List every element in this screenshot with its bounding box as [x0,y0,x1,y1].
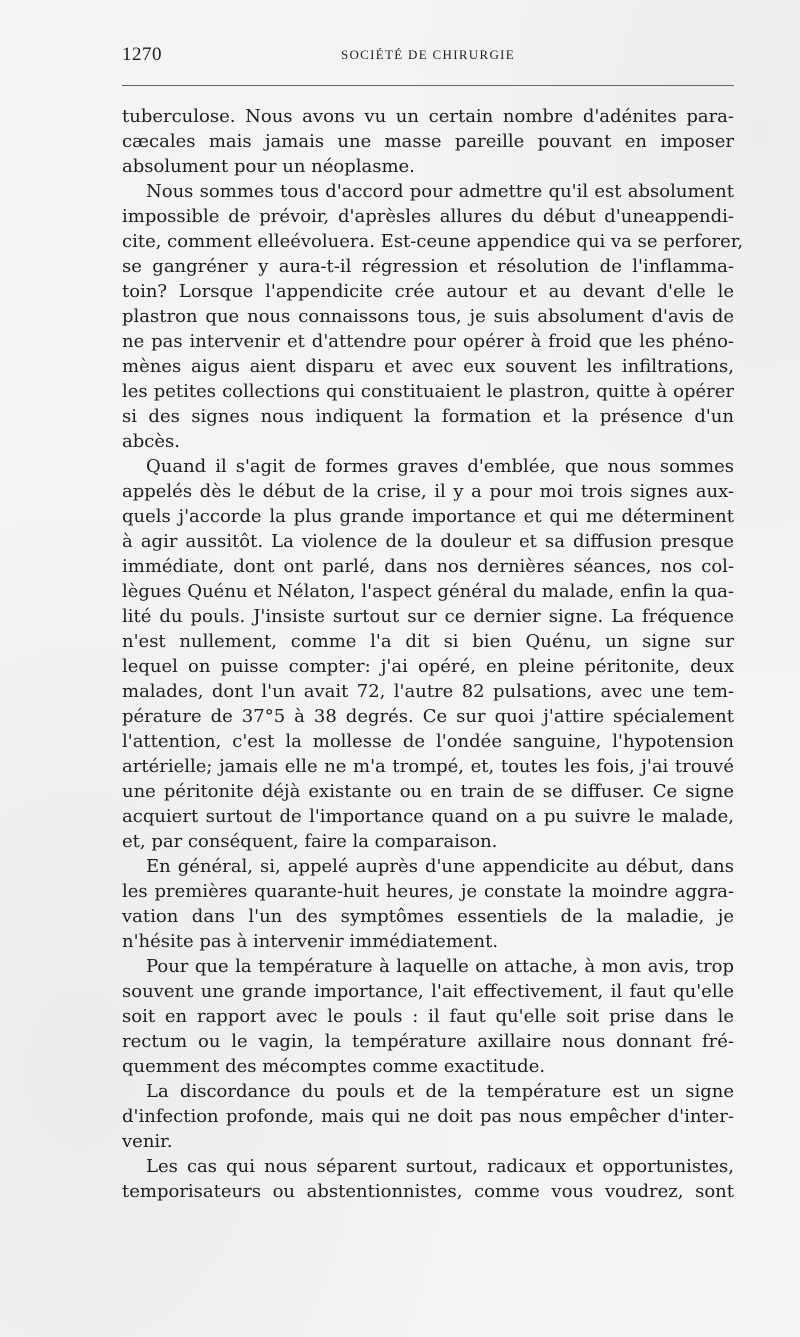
text-line: une péritonite déjà existante ou en train de se diffuser. Ce signe [122,781,734,802]
header-rule [122,85,734,86]
text-line: Les cas qui nous séparent surtout, radicaux et opportunistes, [146,1156,734,1177]
text-line: acquiert surtout de l'importance quand on a pu suivre le malade, [122,806,734,827]
text-line: d'infection profonde, mais qui ne doit pas nous empêcher d'inter- [122,1106,734,1127]
text-line: plastron que nous connaissons tous, je suis absolument d'avis de [122,306,734,327]
text-line: pérature de 37°5 à 38 degrés. Ce sur quoi j'attire spécialement [122,706,734,727]
text-line: Pour que la température à laquelle on attache, à mon avis, trop [146,956,734,977]
running-title: SOCIÉTÉ DE CHIRURGIE [340,47,516,62]
text-line: soit en rapport avec le pouls : il faut qu'elle soit prise dans le [122,1006,734,1027]
text-line: ne pas intervenir et d'attendre pour opérer à froid que les phéno- [122,331,734,352]
text-line: abcès. [122,431,180,452]
text-line: immédiate, dont ont parlé, dans nos dernières séances, nos col- [122,556,734,577]
text-line: vation dans l'un des symptômes essentiels de la maladie, je [122,906,734,927]
text-line: lègues Quénu et Nélaton, l'aspect général du malade, enfin la qua- [122,581,734,602]
text-line: absolument pour un néoplasme. [122,156,415,177]
text-line: et, par conséquent, faire la comparaison. [122,831,498,852]
text-line: cite, comment elleévoluera. Est-ceune appendice qui va se perforer, [122,231,744,252]
text-line: les premières quarante-huit heures, je constate la moindre aggra- [122,881,734,902]
text-line: lité du pouls. J'insiste surtout sur ce dernier signe. La fréquence [122,606,734,627]
text-line: à agir aussitôt. La violence de la douleur et sa diffusion presque [122,531,734,552]
running-header [122,42,734,74]
text-line: appelés dès le début de la crise, il y a pour moi trois signes aux- [122,481,734,502]
text-line: temporisateurs ou abstentionnistes, comme vous voudrez, sont [122,1181,734,1202]
text-line: l'attention, c'est la mollesse de l'ondée sanguine, l'hypotension [122,731,734,752]
text-line: mènes aigus aient disparu et avec eux souvent les infiltrations, [122,356,734,377]
text-line: n'hésite pas à intervenir immédiatement. [122,931,499,952]
text-line: cæcales mais jamais une masse pareille pouvant en imposer [122,131,734,152]
text-line: Quand il s'agit de formes graves d'emblée, que nous sommes [146,456,734,477]
text-line: lequel on puisse compter: j'ai opéré, en pleine péritonite, deux [122,656,734,677]
text-line: tuberculose. Nous avons vu un certain nombre d'adénites para- [122,106,734,127]
text-line: toin? Lorsque l'appendicite crée autour et au devant d'elle le [122,281,734,302]
text-line: les petites collections qui constituaient le plastron, quitte à opérer [122,381,734,402]
text-line: se gangréner y aura-t-il régression et résolution de l'inflamma- [122,256,734,277]
text-line: quels j'accorde la plus grande importance et qui me déterminent [122,506,734,527]
text-line: venir. [122,1131,173,1152]
body-text [122,104,744,1204]
text-line: malades, dont l'un avait 72, l'autre 82 pulsations, avec une tem- [122,681,734,702]
text-line: n'est nullement, comme l'a dit si bien Quénu, un signe sur [122,631,734,652]
text-line: La discordance du pouls et de la température est un signe [146,1081,734,1102]
text-line: quemment des mécomptes comme exactitude. [122,1056,546,1077]
text-line: rectum ou le vagin, la température axillaire nous donnant fré- [122,1031,734,1052]
page-number: 1270 [122,44,162,65]
text-line: impossible de prévoir, d'aprèsles allures du début d'uneappendi- [122,206,734,227]
text-line: Nous sommes tous d'accord pour admettre qu'il est absolument [146,181,734,202]
text-line: si des signes nous indiquent la formation et la présence d'un [122,406,734,427]
text-line: En général, si, appelé auprès d'une appendicite au début, dans [146,856,734,877]
text-line: souvent une grande importance, l'ait effectivement, il faut qu'elle [122,981,734,1002]
text-line: artérielle; jamais elle ne m'a trompé, et, toutes les fois, j'ai trouvé [122,756,734,777]
